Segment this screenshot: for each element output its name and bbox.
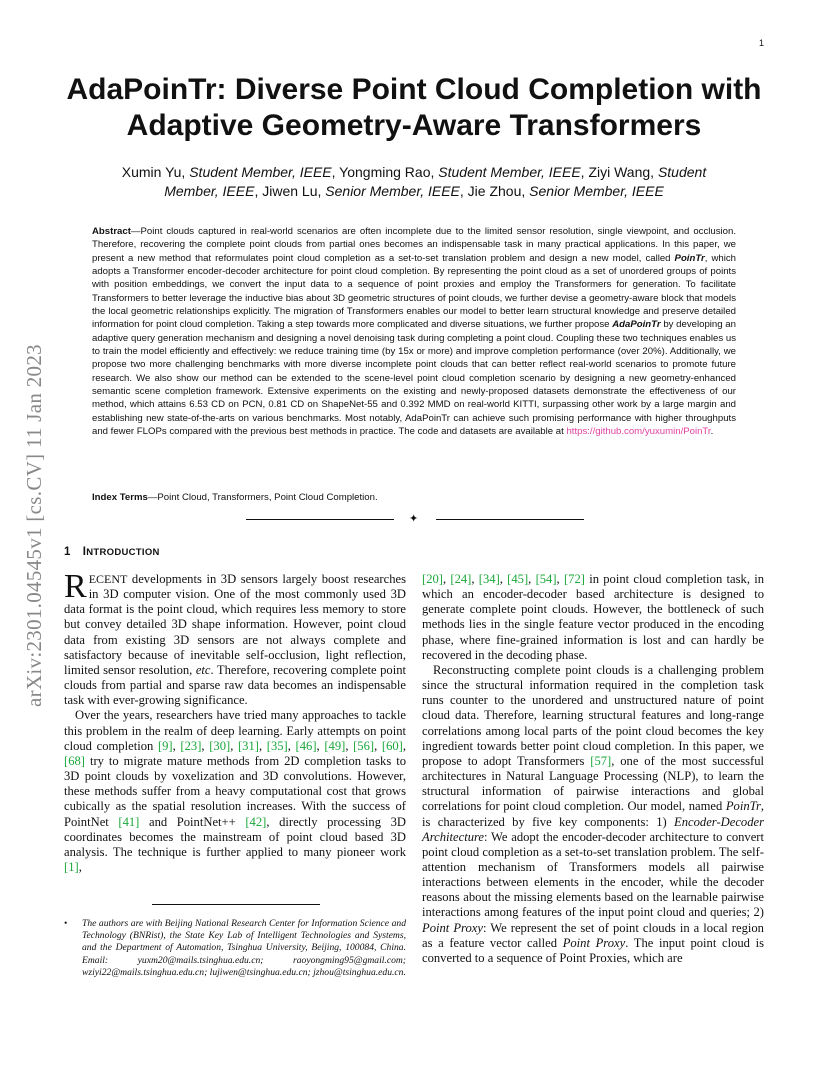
- title-line-1: AdaPoinTr: Diverse Point Cloud Completion with: [66, 73, 762, 106]
- section-rest: NTRODUCTION: [86, 547, 160, 558]
- author-role: Senior Member, IEEE: [529, 183, 664, 199]
- body-text: developments in 3D sensors largely boost researches in 3D computer vision. One of the most commonly used 3D data format is the point cloud, which requires less memory to store but convey detailed 3D shape information. However, point cloud data from existing 3D sensors are not always complete and satisfactory because of inevitable self-occlusion, light reflection, limited sensor resolution,: [64, 572, 406, 677]
- author-role: Student Member, IEEE: [189, 164, 332, 180]
- body-text: , directly processing 3D coordinates becomes the mainstream of point cloud based 3D analysis. The technique is further applied to many pioneer work: [64, 814, 406, 859]
- model-name: PoinTr: [674, 252, 705, 264]
- body-text: Point Proxy: [562, 935, 626, 950]
- citation-link[interactable]: [35]: [266, 738, 288, 753]
- section-heading: [64, 546, 160, 558]
- citation-link[interactable]: [54]: [535, 572, 557, 586]
- title-line-2: Adaptive Geometry-Aware Transformers: [126, 109, 702, 142]
- index-terms-label: Index Terms: [92, 492, 148, 503]
- body-text: , one of the most successful architectures in Natural Language Processing (NLP), to learn the structural information of pairwise interactions and global correlations for point cloud completion. Our model, named: [422, 753, 764, 814]
- body-text: Encoder-Decoder Architecture: [422, 814, 764, 844]
- paragraph: Over the years, researchers have tried many approaches to tackle this problem in the realm of deep learning. Early attempts on point cloud completion [9], [23], [30], [31], [35], [46], [49], [56], [60], [68] try to migrate mature methods from 2D completion tasks to 3D point clouds by voxelization and 3D convolutions. However, these methods suffer from a heavy computational cost that grows cubically as the spatial resolution increases. With the success of PointNet [41] and PointNet++ [42], directly processing 3D coordinates becomes the mainstream of point cloud based 3D analysis. The technique is further applied to many pioneer work [1],: [64, 708, 407, 874]
- body-text: PoinTr: [725, 799, 761, 814]
- right-column: [422, 572, 764, 966]
- body-text: : We adopt the encoder-decoder architecture to convert point cloud completion as a set-to-set translation problem. The self-attention mechanism of Transformers models all pairwise interactions between elements in the encoder, while the decoder reasons about the missing elements based on the learnable pairwise interactions among features of the input point cloud and queries; 2): [422, 829, 764, 920]
- section-divider: [246, 513, 584, 527]
- model-name: AdaPoinTr: [612, 319, 661, 331]
- citation-link[interactable]: [46]: [295, 738, 317, 753]
- footnote-rule: [152, 904, 320, 905]
- body-text: in point cloud completion task, in which an encoder-decoder based architecture is designed to generate complete point clouds. However, the bottleneck of such methods lies in the single feature vector produced in the encoding phase, where fine-grained information is lost and can hardly be recovered in the decoding phase.: [422, 572, 765, 662]
- paragraph: [20], [24], [34], [45], [54], [72] in point cloud completion task, in which an encoder-decoder based architecture is designed to generate complete point clouds. However, the bottleneck of such methods lies in the single feature vector produced in the encoding phase, where fine-grained information is lost and can hardly be recovered in the decoding phase.: [422, 572, 765, 662]
- author-name: , Yongming Rao,: [331, 164, 439, 180]
- footnote: [64, 918, 406, 979]
- paragraph: [64, 568, 406, 708]
- body-text: ,: [78, 859, 82, 874]
- footnote-text: The authors are with Beijing National Research Center for Information Science and Technology (BNRist), the State Key Lab of Intelligent Technologies and Systems, and the Department of Automation, Tsinghua University, Beijing, 100084, China. Email: yuxm20@mails.tsinghua.edu.cn; raoyongming95@gmail.com; wziyi22@mails.tsinghua.edu.cn; lujiwen@tsinghua.edu.cn; jzhou@tsinghua.edu.cn.: [82, 918, 406, 978]
- abstract: [92, 225, 736, 439]
- citation-link[interactable]: [60]: [381, 738, 403, 753]
- citation-link[interactable]: [1]: [64, 859, 79, 874]
- citation-link[interactable]: [41]: [118, 814, 140, 829]
- author-role: Student Member, IEEE: [164, 164, 707, 199]
- citation-link[interactable]: [56]: [353, 738, 375, 753]
- page-number: 1: [758, 38, 764, 48]
- code-link[interactable]: https://github.com/yuxumin/PoinTr: [566, 426, 711, 438]
- citation-link[interactable]: [57]: [590, 753, 612, 768]
- body-text: Reconstructing complete point clouds is a challenging problem since the structural information required in the completion task runs counter to the unordered and unstructured nature of point cloud data. Therefore, learning structural features and long-range correlations among local parts of the point cloud becomes the key ingredient towards better point cloud completion. In this paper, we propose to adopt Transformers: [422, 662, 764, 768]
- citation-link[interactable]: [31]: [237, 738, 259, 753]
- body-text: Over the years, researchers have tried many approaches to tackle this problem in the realm of deep learning. Early attempts on point cloud completion: [64, 708, 406, 753]
- body-text: : We represent the set of point clouds in a local region as a feature vector called: [422, 920, 764, 950]
- body-text: , is characterized by five key components: 1): [422, 799, 764, 829]
- section-initial: I: [82, 546, 87, 558]
- author-name: , Ziyi Wang,: [580, 164, 658, 180]
- arxiv-stamp-text: arXiv:2301.04545v1 [cs.CV] 11 Jan 2023: [21, 343, 46, 707]
- arxiv-stamp: [22, 290, 46, 760]
- abstract-text: by developing an adaptive query generation mechanism and designing a novel denoising task during completing a point cloud. Coupling these two techniques enables us to train the model efficiently and effectively: we reduce training time (by 15x or more) and improve completion performance (over 20%). Additionally, we propose two more challenging benchmarks with more diverse incomplete point clouds that can better reflect real-world scenarios to promote future research. We also show our method can be extended to the scene-level point cloud completion scenario by designing a new geometry-enhanced semantic scene completion framework. Extensive experiments on the existing and newly-proposed datasets demonstrate the effectiveness of our method, which attains 6.53 CD on PCN, 0.81 CD on ShapeNet-55 and 0.392 MMD on real-world KITTI, surpassing other work by a large margin and establishing new state-of-the-arts on various benchmarks. Most notably, AdaPoinTr can achieve such promising performance with higher throughputs and fewer FLOPs compared with the previous best methods in practice. The code and datasets are available at: [92, 319, 736, 438]
- index-terms-text: —Point Cloud, Transformers, Point Cloud Completion.: [147, 492, 378, 503]
- paragraph: [422, 663, 764, 966]
- citation-link[interactable]: [24]: [450, 572, 472, 586]
- author-list: [96, 163, 732, 201]
- body-text: and PointNet++: [139, 814, 246, 829]
- citation-link[interactable]: [23]: [180, 738, 202, 753]
- citation-link[interactable]: [72]: [563, 572, 585, 586]
- left-column: [64, 568, 407, 875]
- citation-link[interactable]: [20]: [422, 572, 443, 586]
- citation-link[interactable]: [49]: [324, 738, 346, 753]
- abstract-text: .: [710, 426, 714, 438]
- index-terms: [92, 491, 736, 504]
- body-text: try to migrate mature methods from 2D completion tasks to 3D point clouds by voxelization and 3D convolutions. However, these methods suffer from a heavy computational cost that grows cubically as the spatial resolution increases. With the success of PointNet: [64, 753, 406, 829]
- drop-cap: R: [64, 568, 87, 605]
- citation-link[interactable]: [45]: [507, 572, 529, 586]
- body-text: Point Proxy: [422, 920, 483, 935]
- citation-link[interactable]: [68]: [64, 753, 85, 768]
- abstract-label: Abstract: [92, 226, 131, 237]
- divider-line: [436, 519, 584, 520]
- body-text: . The input point cloud is converted to a sequence of Point Proxies, which are: [422, 935, 764, 965]
- author-name: Xumin Yu,: [121, 164, 190, 180]
- section-number: 1: [64, 546, 71, 558]
- citation-link[interactable]: [42]: [245, 814, 267, 829]
- citation-link[interactable]: [30]: [209, 738, 231, 753]
- abstract-text: , which adopts a Transformer encoder-decoder architecture for point cloud completion. By representing the point cloud as a set of unordered groups of points with position embeddings, we convert the input data to a sequence of point proxies and employ the Transformers for generation. To facilitate Transformers to better leverage the inductive bias about 3D geometric structures of point clouds, we further devise a geometry-aware block that models the local geometric relationships explicitly. The migration of Transformers enables our model to better learn structural knowledge and preserve detailed information for point cloud completion. Taking a step towards more complicated and diverse situations, we further propose: [92, 252, 736, 331]
- divider-glyph: ✦: [409, 513, 419, 525]
- author-name: , Jiwen Lu,: [254, 183, 326, 199]
- citation-link[interactable]: [34]: [478, 572, 500, 586]
- divider-line: [246, 519, 394, 520]
- paper-title: [40, 72, 788, 144]
- author-role: Senior Member, IEEE: [325, 183, 460, 199]
- body-text: etc: [195, 662, 211, 677]
- abstract-text: —Point clouds captured in real-world scenarios are often incomplete due to the limited sensor resolution, single viewpoint, and occlusion. Therefore, recovering the complete point clouds from partial ones becomes an indispensable task in many practical applications. In this paper, we present a new method that reformulates point cloud completion as a set-to-set translation problem and design a new model, called: [92, 226, 736, 264]
- author-role: Student Member, IEEE: [438, 164, 581, 180]
- author-name: , Jie Zhou,: [459, 183, 530, 199]
- footnote-bullet: •: [64, 918, 68, 929]
- citation-link[interactable]: [9]: [157, 738, 173, 753]
- small-caps-lead: ECENT: [88, 572, 128, 586]
- body-text: . Therefore, recovering complete point clouds from partial and sparse raw data becomes an indispensable task with ever-growing significance.: [64, 662, 406, 708]
